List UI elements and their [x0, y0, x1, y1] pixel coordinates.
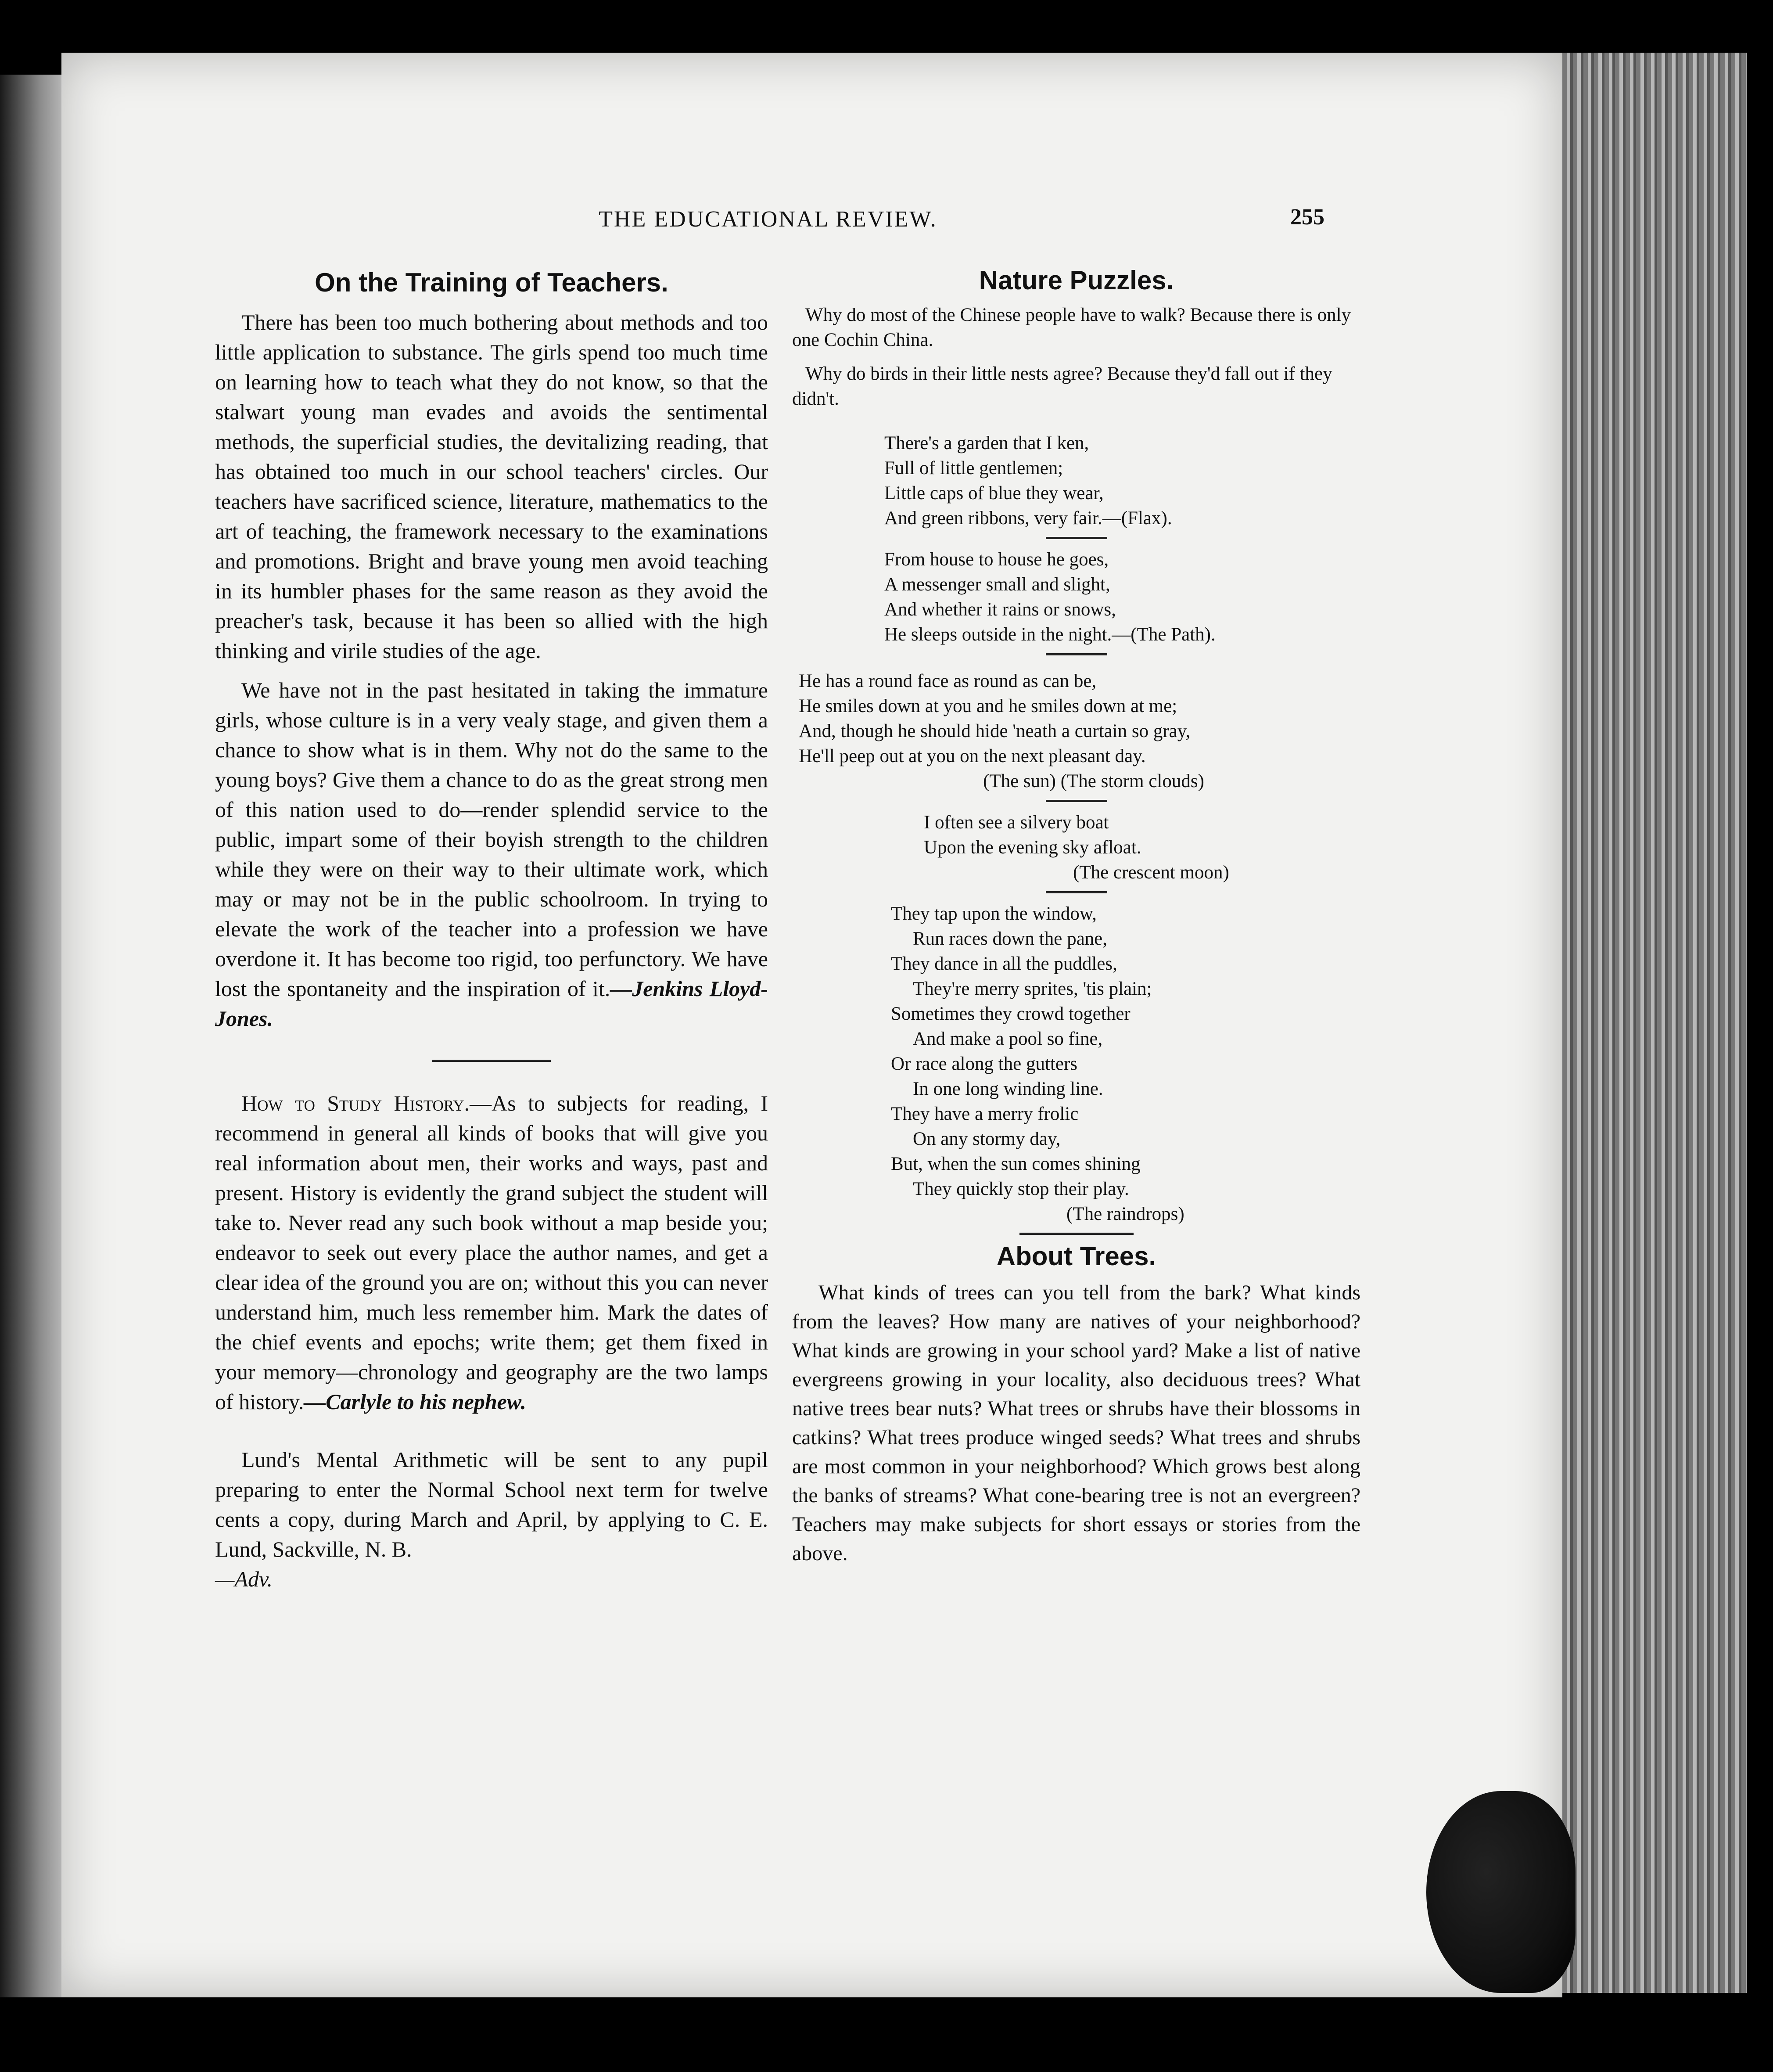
poem-line: On any stormy day, — [913, 1129, 1061, 1149]
poem-divider — [1046, 891, 1107, 893]
poem-line: Or race along the gutters — [891, 1054, 1078, 1074]
page-number: 255 — [1290, 205, 1324, 230]
poem-line: They have a merry frolic — [891, 1104, 1079, 1124]
page-edges-stack — [1562, 53, 1747, 1993]
left-page-edge — [0, 75, 66, 1997]
poem-line: But, when the sun comes shining — [891, 1154, 1141, 1174]
poem-line: There's a garden that I ken, — [884, 433, 1089, 453]
poem-divider — [1046, 653, 1107, 655]
poem-line: And make a pool so fine, — [913, 1029, 1103, 1049]
history-signature: —Carlyle to his nephew. — [304, 1389, 526, 1414]
poem-line: They tap upon the window, — [891, 903, 1097, 924]
poem-line: He smiles down at you and he smiles down at me; — [799, 696, 1177, 716]
poem-line: And, though he should hide 'neath a curtain so gray, — [799, 721, 1191, 741]
section-divider — [432, 1060, 551, 1062]
puzzle-question-1: Why do most of the Chinese people have to walk? Because there is only one Cochin China. — [792, 305, 1351, 350]
poem-line: And green ribbons, very fair.—(Flax). — [884, 508, 1172, 529]
right-column — [792, 268, 1360, 1568]
poem-answer: (The crescent moon) — [1073, 862, 1229, 883]
section-divider — [1019, 1233, 1134, 1235]
poem-moon — [924, 810, 1360, 885]
training-paragraph-2 — [215, 675, 768, 1033]
running-title: THE EDUCATIONAL REVIEW. — [599, 207, 937, 232]
puzzle-question-2: Why do birds in their little nests agree? Because they'd fall out if they didn't. — [792, 363, 1332, 409]
training-paragraph-1: There has been too much bothering about methods and too little application to substance. The girls spend too much time on learning how to teach what they do not know, so that the stalwart young man evades and avoids the sentimental methods, the superficial studies, the devitalizing reading, that has obtained too much in our school teachers' circles. Our teachers have sacrificed science, literature, mathematics to the art of teaching, the framework necessary to the examinations and promotions. Bright and brave young men avoid teaching in its humbler phases for the same reason as they avoid the preacher's task, because it has been so allied with the high thinking and virile studies of the age. — [215, 310, 768, 663]
advert-tag: —Adv. — [215, 1567, 273, 1591]
training-paragraph-2-text: We have not in the past hesitated in taking the immature girls, whose culture is in a very vealy stage, and given them a chance to show what is in them. Why not do the same to the young boys? Give them a chance to do as the great strong men of this nation used to do—render splendid service to the public, impart some of their boyish strength to the children while they were on their way to their ultimate work, which may or may not be in the public schoolroom. In trying to elevate the work of the teacher into a profession we have overdone it. It has become too rigid, too perfunctory. We have lost the spontaneity and the inspiration of it. — [215, 678, 768, 1001]
poem-divider — [1046, 800, 1107, 802]
poem-line: They're merry sprites, 'tis plain; — [913, 978, 1152, 999]
history-body: —As to subjects for reading, I recommend in general all kinds of books that will give you real information about men, their works and ways, past and present. History is evidently the grand subject the student will take to. Never read any such book without a map beside you; endeavor to seek out every place the author names, and get a clear idea of the ground you are on; without this you can never understand him, much less remember him. Mark the dates of the chief events and epochs; write them; get them fixed in your memory—chronology and geography are the two lamps of history. — [215, 1091, 768, 1414]
advert-paragraph — [215, 1445, 768, 1564]
history-paragraph — [215, 1088, 768, 1417]
poem-line: Little caps of blue they wear, — [884, 483, 1104, 504]
poem-line: Run races down the pane, — [913, 928, 1107, 949]
thumb-shadow — [1426, 1791, 1576, 1993]
poem-rain — [891, 901, 1360, 1227]
poem-line: I often see a silvery boat — [924, 812, 1109, 833]
article-title-training: On the Training of Teachers. — [315, 268, 668, 297]
article-title-trees: About Trees. — [996, 1241, 1156, 1271]
article-title-puzzles: Nature Puzzles. — [979, 266, 1174, 295]
poem-line: And whether it rains or snows, — [884, 599, 1116, 620]
poem-line: He sleeps outside in the night.—(The Path). — [884, 624, 1216, 645]
poem-line: In one long winding line. — [913, 1079, 1103, 1099]
left-column — [215, 268, 768, 1594]
poem-line: They dance in all the puddles, — [891, 953, 1117, 974]
poem-line: He has a round face as round as can be, — [799, 671, 1097, 691]
history-lead: How to Study History. — [241, 1091, 470, 1115]
poem-line: A messenger small and slight, — [884, 574, 1110, 595]
advert-body: Lund's Mental Arithmetic will be sent to any pupil preparing to enter the Normal School next term for twelve cents a copy, during March and April, by applying to C. E. Lund, Sackville, N. B. — [215, 1447, 768, 1561]
trees-paragraph: What kinds of trees can you tell from the bark? What kinds from the leaves? How many are natives of your neighborhood? What kinds are growing in your school yard? Make a list of native evergreens growing in your locality, also deciduous trees? What native trees bear nuts? What trees or shrubs have their blossoms in catkins? What trees produce winged seeds? What trees and shrubs are most common in your neighborhood? Which grows best along the banks of streams? What cone-bearing tree is not an evergreen? Teachers may make subjects for short essays or stories from the above. — [792, 1281, 1360, 1565]
poem-line: They quickly stop their play. — [913, 1179, 1129, 1199]
poem-line: He'll peep out at you on the next pleasant day. — [799, 746, 1146, 766]
poem-line: Full of little gentlemen; — [884, 458, 1063, 478]
poem-line: Sometimes they crowd together — [891, 1004, 1131, 1024]
poem-flax — [884, 431, 1360, 531]
poem-answer: (The sun) (The storm clouds) — [983, 771, 1204, 791]
poem-path — [884, 547, 1360, 647]
poem-line: From house to house he goes, — [884, 549, 1109, 570]
poem-line: Upon the evening sky afloat. — [924, 837, 1141, 858]
training-signature: —Jenkins Lloyd-Jones. — [215, 976, 768, 1031]
poem-answer: (The raindrops) — [1066, 1204, 1184, 1224]
poem-divider — [1046, 537, 1107, 539]
poem-sun — [799, 669, 1360, 794]
